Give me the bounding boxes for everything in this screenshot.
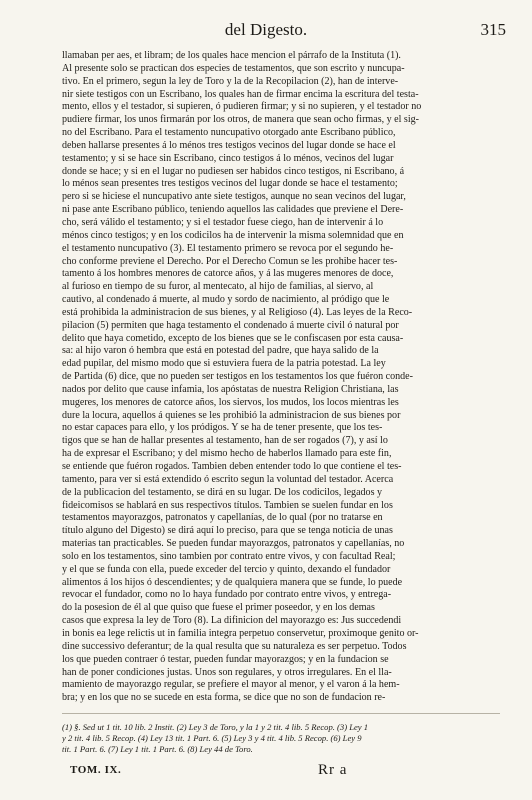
printer-signature: Rr a — [318, 762, 348, 778]
text-line: dure la locura, aquellos á quienes se les prohibió la administracion de sus bienes por — [62, 409, 401, 421]
text-line: tamento, para ver si está extendido ó escrito segun la voluntad del testador. Acerca — [62, 473, 394, 485]
text-line: pilacion (5) permiten que haga testamento el condenado á muerte civil ó natural por — [62, 319, 399, 331]
text-line: revocar el fundador, como no lo haya fundado por contrato entre vivos, y entrega- — [62, 589, 392, 601]
text-line: solo en los testamentos, sino tambien por contrato entre vivos, y con facultad Real; — [62, 550, 396, 562]
main-text — [62, 50, 500, 705]
text-line: se entiende que fuéron rogados. Tambien deben entender todo lo que contiene el tes- — [62, 461, 402, 472]
text-line: los que pueden contraer ó testar, pueden fundar mayorazgos; y en la fundacion se — [62, 653, 389, 665]
text-line: nir siete testigos con un Escribano, los quales han de firmar encima la escritura del testa- — [62, 88, 419, 100]
text-line: alimentos á los hijos ó descendientes; y de qualquiera manera que se funde, lo puede — [62, 576, 403, 588]
text-line: in bonis ea lege relictis ut in familia integra perpetuo conservetur, proximoque genito or- — [62, 627, 419, 639]
text-line: do la posesion de él al que quiso que fuese el primer poseedor, y en los demas — [62, 602, 375, 614]
text-line: delito que haya cometido, excepto de los bienes que se le confiscasen por esta causa- — [62, 332, 404, 344]
page-footer — [0, 764, 532, 784]
text-line: pero si se hiciese el nuncupativo ante siete testigos, aunque no sean vecinos del lugar, — [62, 191, 406, 203]
text-line: donde se hace; y si en el lugar no pudiesen ser habidos cinco testigos, ni Escribano, á — [62, 165, 405, 177]
footnote-line: y 2 tit. 4 lib. 5 Recop. (4) Ley 13 tit. 1 Part. 6. (5) Ley 3 y 4 tit. 4 lib. 5 Recop. (6) Ley 9 — [62, 733, 362, 743]
text-line: ha de expresar el Escribano; y del mismo hecho de haberlos llamado para este fin, — [62, 448, 392, 460]
text-line: cautivo, al condenado á muerte, al mudo y sordo de nacimiento, al pródigo que le — [62, 294, 390, 306]
text-line: título alguno del Digesto) se dirá aquí lo preciso, para que se tenga noticia de unas — [62, 525, 393, 537]
text-line: ni pase ante Escribano público, teniendo aquellos las calidades que previene el Dere- — [62, 204, 404, 216]
text-line: cho, será válido el testamento; y si el testador fuese ciego, han de intervenir á lo — [62, 216, 384, 228]
text-line: edad pupilar, del mismo modo que si estuviera fuera de la patria potestad. La ley — [62, 358, 386, 370]
text-line: no estar capaces para ello, y los pródigos. Y se ha de tener presente, que los tes- — [62, 422, 383, 434]
text-line: han de poner condiciones justas. Unos son regulares, y otros irregulares. En el lla- — [62, 666, 392, 678]
footnote-line: (1) §. Sed ut 1 tit. 10 lib. 2 Instit. (2) Ley 3 de Toro, y la 1 y 2 tit. 4 lib. 5 Recop. (3) Ley 1 — [62, 722, 369, 732]
text-line: casos que expresa la ley de Toro (8). La difinicion del mayorazgo es: Jus succedendi — [62, 615, 402, 627]
text-line: de la publicacion del testamento, se dirá en su lugar. De los codicilos, legados y — [62, 486, 383, 498]
text-line: dine successivo deferantur; de la qual resulta que su naturaleza es ser perpetuo. Todos — [62, 640, 407, 652]
text-line: y el que se funda con ella, puede exceder del tercio y quinto, dexando el fundador — [62, 563, 391, 575]
text-line: sa: al hijo varon ó hembra que está en potestad del padre, que haya salido de la — [62, 345, 379, 357]
text-line: llamaban per aes, et libram; de los quales hace mencion el párrafo de la Instituta (1). — [62, 50, 401, 61]
volume-label: TOM. IX. — [70, 764, 122, 776]
text-line: al furioso en tiempo de su furor, al mentecato, al hijo de familias, al siervo, al — [62, 281, 374, 293]
text-line: tamento á los hombres menores de catorce años, y á las mugeres menores de doce, — [62, 268, 394, 280]
text-line: testamentos mayorazgos, patronatos y capellanías, de lo qual (por no tratarse en — [62, 512, 383, 524]
text-line: ménos cinco testigos; y en los codicilos ha de intervenir la misma solemnidad que en — [62, 229, 404, 241]
text-line: tivo. En el primero, segun la ley de Toro y la de la Recopilacion (2), han de interve- — [62, 75, 399, 87]
text-line: tigos que se han de hallar presentes al testamento, han de ser rogados (7), y así lo — [62, 435, 388, 447]
text-line: testamento; y si se hace sin Escribano, cinco testigos á lo ménos, vecinos del lugar — [62, 152, 394, 164]
page-number: 315 — [480, 20, 506, 39]
text-line: mento, ellos y el testador, si supieren, ó pudieren firmar; y si no supieren, y el testador no — [62, 101, 422, 113]
text-line: mugeres, los menores de catorce años, los siervos, los mudos, los locos mientras les — [62, 396, 399, 408]
text-line: fideicomisos se hablará en sus respectivos títulos. Tambien se suelen fundar en los — [62, 499, 393, 511]
text-line: deben hallarse presentes á lo ménos tres testigos vecinos del lugar donde se hace el — [62, 139, 396, 151]
page-header — [0, 20, 532, 44]
footnotes — [62, 713, 500, 755]
footnote-line: tit. 1 Part. 6. (7) Ley 1 tit. 1 Part. 6. (8) Ley 44 de Toro. — [62, 744, 253, 754]
text-line: no del Escribano. Para el testamento nuncupativo otorgado ante Escribano público, — [62, 127, 396, 139]
text-line: el testamento nuncupativo (3). El testamento primero se revoca por el segundo he- — [62, 242, 394, 254]
text-line: mamiento de mayorazgo regular, se prefiere el mayor al menor, y el varon á la hem- — [62, 679, 400, 691]
text-line: pudiere firmar, los unos firmarán por los otros, de manera que sean ocho firmas, y el sig- — [62, 114, 419, 126]
text-line: lo ménos sean presentes tres testigos vecinos del lugar donde se hace el testamento; — [62, 178, 398, 190]
text-line: está prohibida la administracion de sus bienes, y al Religioso (4). Las leyes de la Reco- — [62, 306, 413, 318]
text-line: de Partida (6) dice, que no pueden ser testigos en los testamentos los que fuéron conde- — [62, 371, 413, 383]
text-line: cho conforme previene el Derecho. Por el Derecho Comun se les prohibe hacer tes- — [62, 255, 398, 267]
text-line: materias tan practicables. Se pueden fundar mayorazgos, patronatos y capellanías, no — [62, 538, 405, 550]
text-line: Al presente solo se practican dos especies de testamentos, que son escrito y nuncupa- — [62, 62, 405, 74]
running-title: del Digesto. — [224, 20, 308, 39]
text-line: nados por delito que cause infamia, los apóstatas de nuestra Religion Christiana, las — [62, 383, 399, 395]
text-line: bra; y en los que no se sucede en esta forma, se dice que no son de fundacion re- — [62, 692, 386, 704]
